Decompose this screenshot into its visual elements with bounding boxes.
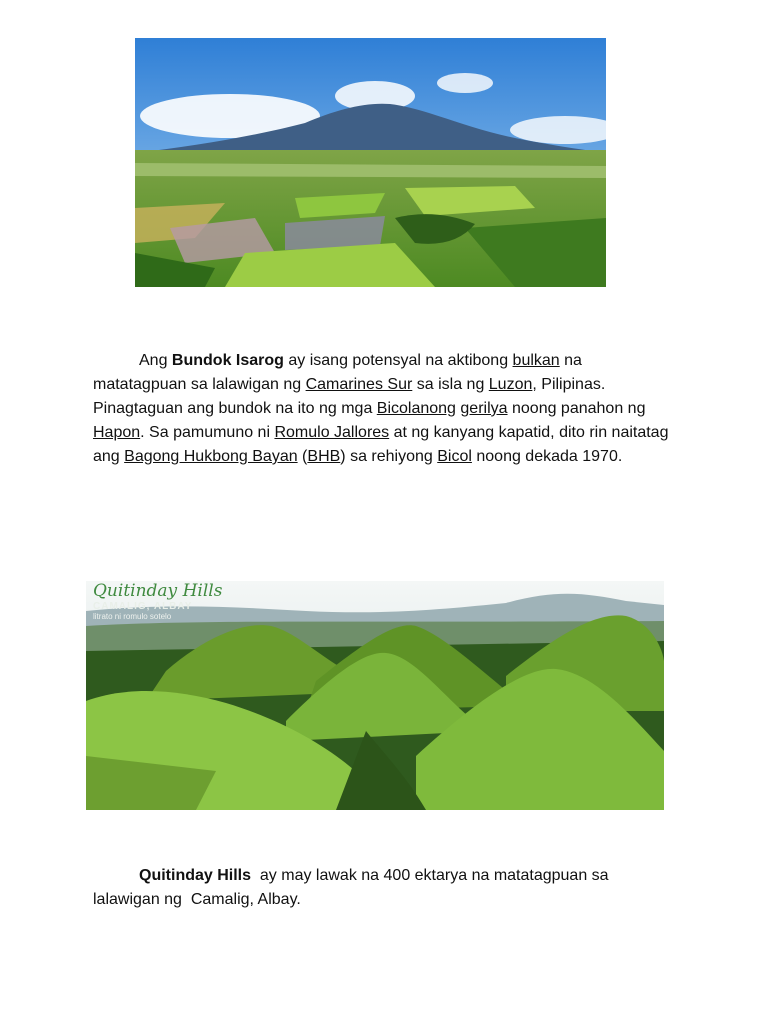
link-bhb[interactable]: BHB [307, 448, 341, 465]
text-run: sa isla ng [412, 376, 489, 393]
watermark-location: CAMALIG, ALBAY [93, 601, 193, 612]
mount-isarog-illustration [135, 38, 606, 287]
text-run: noong dekada 1970. [471, 448, 623, 465]
text-run: ay isang potensyal na aktibong [283, 352, 513, 369]
link-bulkan[interactable]: bulkan [512, 352, 560, 369]
quitinday-hills-photo [86, 581, 664, 810]
link-bicolanong[interactable]: Bicolanong [376, 400, 456, 417]
text-run: . Sa pamumuno ni [140, 424, 275, 441]
text-run: at ng kanyang kapatid, dito rin naitatag ang [93, 424, 669, 465]
bold-term-bundok-isarog: Bundok Isarog [171, 352, 284, 369]
text-run: , Pilipinas. Pinagtaguan ang bundok na ito ng mga [93, 376, 606, 417]
text-run: noong panahon ng [507, 400, 646, 417]
link-romulo-jallores[interactable]: Romulo Jallores [274, 424, 390, 441]
isarog-paragraph [93, 349, 673, 469]
text-run: ( [297, 448, 308, 465]
text-run: na matatagpuan sa lalawigan ng [93, 352, 582, 393]
bold-term-quitinday-hills: Quitinday Hills [139, 867, 252, 884]
link-gerilya[interactable]: gerilya [460, 400, 508, 417]
text-run: Ang [139, 352, 172, 369]
watermark-credit: litrato ni romulo sotelo [93, 612, 172, 621]
text-run: ay may lawak na 400 ektarya na matatagpuan sa lalawigan ng Camalig, Albay. [93, 867, 614, 908]
watermark-title: Quitinday Hills [93, 581, 223, 601]
link-camarines-sur[interactable]: Camarines Sur [305, 376, 413, 393]
link-bagong-hukbong-bayan[interactable]: Bagong Hukbong Bayan [124, 448, 298, 465]
mount-isarog-photo [135, 38, 606, 287]
quitinday-paragraph [93, 864, 673, 912]
text-run: ) sa rehiyong [340, 448, 438, 465]
photo-watermark [93, 581, 222, 622]
link-hapon[interactable]: Hapon [93, 424, 141, 441]
link-bicol[interactable]: Bicol [437, 448, 472, 465]
link-luzon[interactable]: Luzon [488, 376, 533, 393]
